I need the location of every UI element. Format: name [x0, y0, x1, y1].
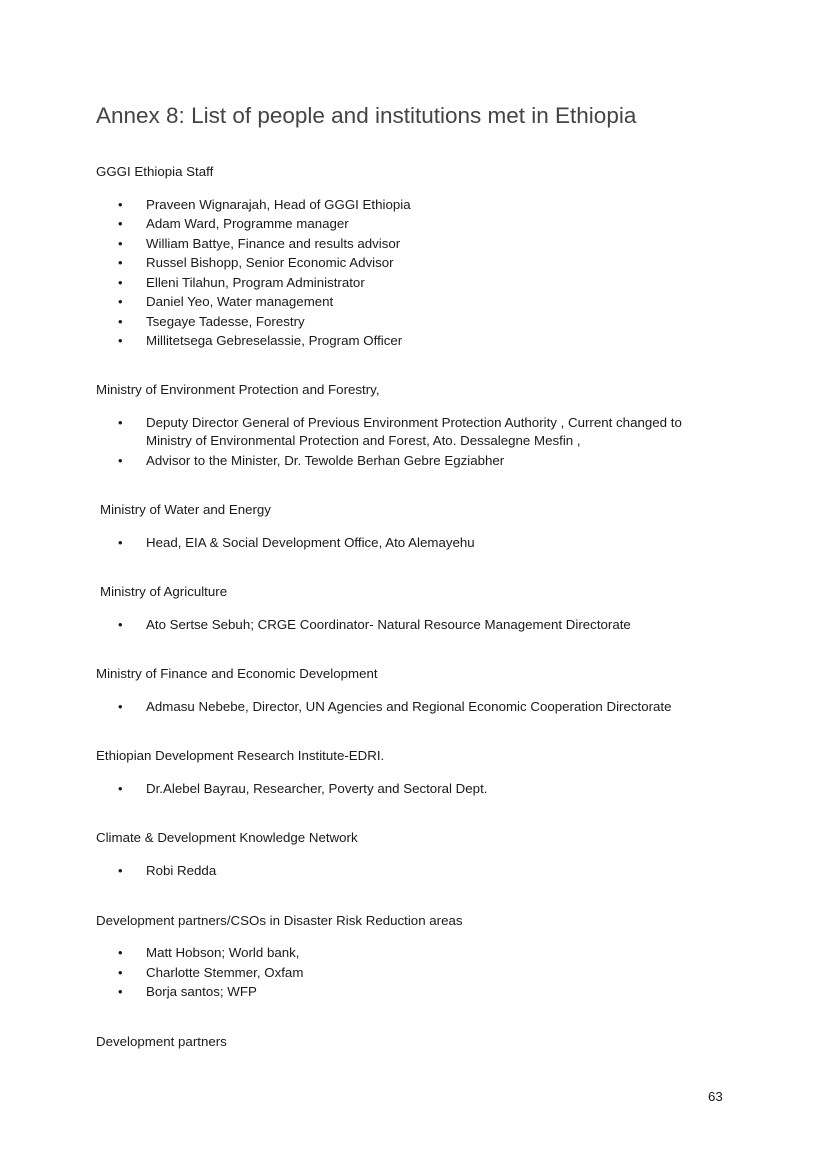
list-item: Adam Ward, Programme manager [146, 216, 349, 231]
list-bullet: • [118, 255, 123, 270]
section-heading-cdkn: Climate & Development Knowledge Network [96, 830, 358, 845]
list-item: Millitetsega Gebreselassie, Program Officer [146, 333, 403, 348]
list-bullet: • [118, 965, 123, 980]
list-bullet: • [118, 236, 123, 251]
list-item: Ato Sertse Sebuh; CRGE Coordinator- Natural Resource Management Directorate [146, 617, 631, 632]
list-bullet: • [118, 453, 123, 468]
list-bullet: • [118, 275, 123, 290]
list-bullet: • [118, 863, 123, 878]
list-item: Deputy Director General of Previous Environment Protection Authority , Current changed to [146, 415, 682, 430]
list-bullet: • [118, 535, 123, 550]
section-heading-gggi-staff: GGGI Ethiopia Staff [96, 164, 214, 179]
list-item-continuation: Ministry of Environmental Protection and Forest, Ato. Dessalegne Mesfin , [146, 433, 581, 448]
list-item: Head, EIA & Social Development Office, Ato Alemayehu [146, 535, 475, 550]
list-item: Admasu Nebebe, Director, UN Agencies and Regional Economic Cooperation Directorate [146, 699, 672, 714]
list-item: Matt Hobson; World bank, [146, 945, 300, 960]
list-bullet: • [118, 984, 123, 999]
list-item: Robi Redda [146, 863, 217, 878]
list-item: Elleni Tilahun, Program Administrator [146, 275, 365, 290]
section-heading-drr-partners: Development partners/CSOs in Disaster Risk Reduction areas [96, 913, 463, 928]
list-item: Advisor to the Minister, Dr. Tewolde Berhan Gebre Egziabher [146, 453, 505, 468]
list-bullet: • [118, 294, 123, 309]
page-number: 63 [708, 1089, 723, 1104]
list-bullet: • [118, 314, 123, 329]
list-item: Charlotte Stemmer, Oxfam [146, 965, 304, 980]
section-heading-agriculture-ministry: Ministry of Agriculture [100, 584, 228, 599]
list-item: Praveen Wignarajah, Head of GGGI Ethiopia [146, 197, 411, 212]
list-item: Dr.Alebel Bayrau, Researcher, Poverty and Sectoral Dept. [146, 781, 488, 796]
list-bullet: • [118, 945, 123, 960]
section-heading-finance-ministry: Ministry of Finance and Economic Development [96, 666, 378, 681]
list-bullet: • [118, 333, 123, 348]
list-item: Borja santos; WFP [146, 984, 257, 999]
list-bullet: • [118, 699, 123, 714]
list-item: William Battye, Finance and results advisor [146, 236, 401, 251]
list-bullet: • [118, 216, 123, 231]
list-bullet: • [118, 415, 123, 430]
page-title: Annex 8: List of people and institutions met in Ethiopia [96, 103, 637, 128]
list-bullet: • [118, 781, 123, 796]
section-heading-environment-ministry: Ministry of Environment Protection and Forestry, [96, 382, 380, 397]
list-item: Daniel Yeo, Water management [146, 294, 334, 309]
section-heading-edri: Ethiopian Development Research Institute-EDRI. [96, 748, 385, 763]
list-bullet: • [118, 197, 123, 212]
list-item: Tsegaye Tadesse, Forestry [146, 314, 305, 329]
section-heading-water-ministry: Ministry of Water and Energy [100, 502, 271, 517]
section-heading-development-partners: Development partners [96, 1034, 227, 1049]
list-item: Russel Bishopp, Senior Economic Advisor [146, 255, 394, 270]
list-bullet: • [118, 617, 123, 632]
